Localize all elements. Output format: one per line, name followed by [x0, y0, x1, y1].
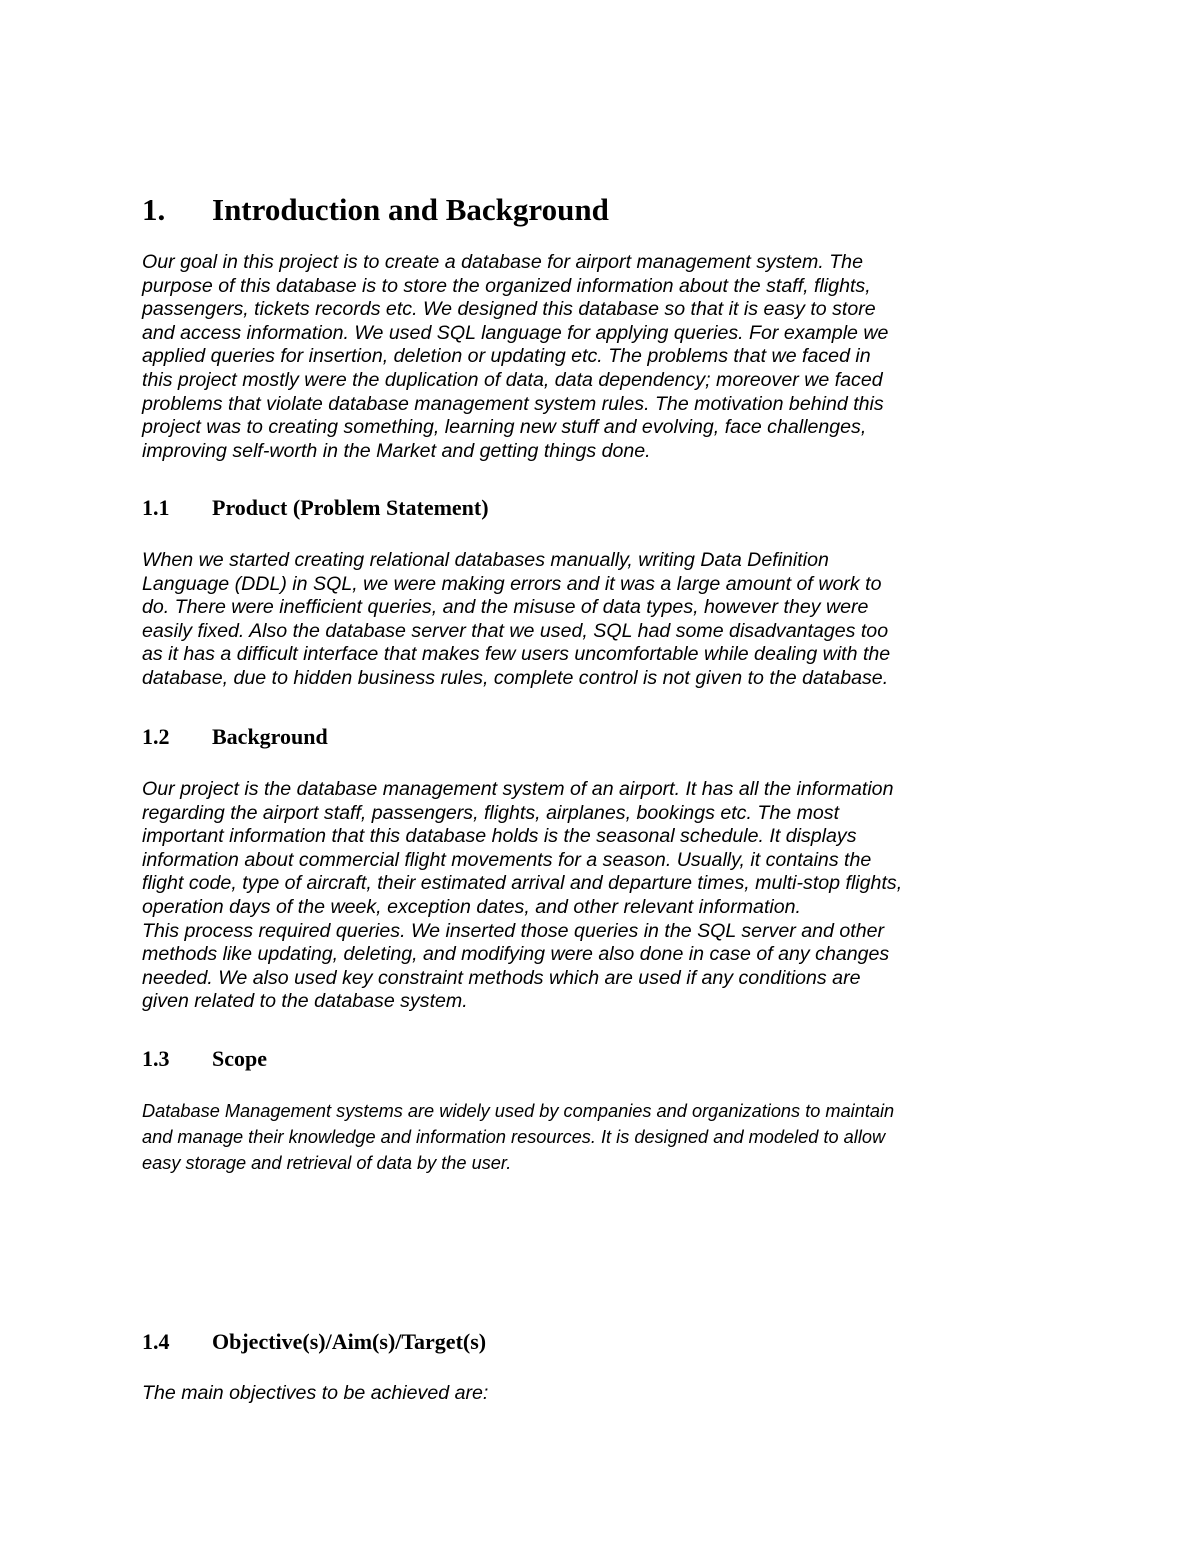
section-number: 1.1	[142, 495, 170, 520]
section-1-3-paragraph	[142, 1099, 1072, 1176]
section-1-heading	[142, 190, 609, 230]
paragraph-line: improving self-worth in the Market and getting things done.	[142, 439, 651, 462]
paragraph-line: methods like updating, deleting, and modifying were also done in case of any changes	[142, 943, 890, 966]
paragraph-line: Database Management systems are widely used by companies and organizations to maintain	[142, 1101, 895, 1121]
paragraph-line: problems that violate database management system rules. The motivation behind this	[142, 392, 884, 415]
paragraph-line: purpose of this database is to store the organized information about the staff, flights,	[142, 274, 871, 297]
paragraph-line: Language (DDL) in SQL, we were making errors and it was a large amount of work to	[142, 572, 882, 595]
paragraph-line: operation days of the week, exception dates, and other relevant information.	[142, 895, 801, 918]
section-number: 1.	[142, 192, 166, 227]
section-title: Introduction and Background	[212, 192, 609, 227]
paragraph-line: This process required queries. We inserted those queries in the SQL server and other	[142, 919, 885, 942]
paragraph-line: this project mostly were the duplication of data, data dependency; moreover we faced	[142, 368, 883, 391]
section-1-1-paragraph	[142, 549, 1072, 691]
paragraph-line: given related to the database system.	[142, 990, 468, 1013]
section-title: Background	[212, 724, 328, 749]
section-title: Product (Problem Statement)	[212, 495, 489, 520]
paragraph-line: needed. We also used key constraint methods which are used if any conditions are	[142, 966, 861, 989]
paragraph-line: project was to creating something, learning new stuff and evolving, face challenges,	[142, 416, 867, 439]
paragraph-line: do. There were inefficient queries, and the misuse of data types, however they were	[142, 596, 869, 619]
section-1-4-paragraph	[142, 1382, 1072, 1406]
section-number: 1.4	[142, 1329, 170, 1354]
paragraph-line: Our project is the database management system of an airport. It has all the information	[142, 778, 894, 800]
section-1-2-heading	[142, 723, 328, 751]
paragraph-line: information about commercial flight movements for a season. Usually, it contains the	[142, 848, 872, 871]
paragraph-line: as it has a difficult interface that makes few users uncomfortable while dealing with the	[142, 643, 891, 666]
paragraph-line: easily fixed. Also the database server that we used, SQL had some disadvantages too	[142, 619, 889, 642]
paragraph-line: and access information. We used SQL language for applying queries. For example we	[142, 321, 889, 344]
paragraph-line: easy storage and retrieval of data by the user.	[142, 1152, 512, 1173]
paragraph-line: important information that this database holds is the seasonal schedule. It displays	[142, 825, 857, 848]
section-1-1-heading	[142, 494, 489, 522]
paragraph-line: database, due to hidden business rules, complete control is not given to the database.	[142, 666, 889, 689]
section-1-4-heading	[142, 1328, 486, 1356]
paragraph-line: Our goal in this project is to create a database for airport management system. The	[142, 251, 863, 273]
section-title: Objective(s)/Aim(s)/Target(s)	[212, 1329, 487, 1354]
section-1-paragraph	[142, 251, 1072, 463]
section-1-2-paragraph	[142, 778, 1072, 1014]
section-number: 1.2	[142, 724, 170, 749]
paragraph-line: flight code, type of aircraft, their estimated arrival and departure times, multi-stop flights,	[142, 872, 903, 895]
section-1-3-heading	[142, 1045, 267, 1073]
paragraph-line: regarding the airport staff, passengers, flights, airplanes, bookings etc. The most	[142, 801, 840, 824]
section-title: Scope	[212, 1046, 267, 1071]
paragraph-line: applied queries for insertion, deletion or updating etc. The problems that we faced in	[142, 345, 871, 368]
paragraph-line: passengers, tickets records etc. We designed this database so that it is easy to store	[142, 298, 876, 321]
paragraph-line: When we started creating relational databases manually, writing Data Definition	[142, 549, 829, 571]
paragraph-line: The main objectives to be achieved are:	[142, 1382, 489, 1404]
paragraph-line: and manage their knowledge and information resources. It is designed and modeled to allow	[142, 1126, 886, 1147]
section-number: 1.3	[142, 1046, 170, 1071]
